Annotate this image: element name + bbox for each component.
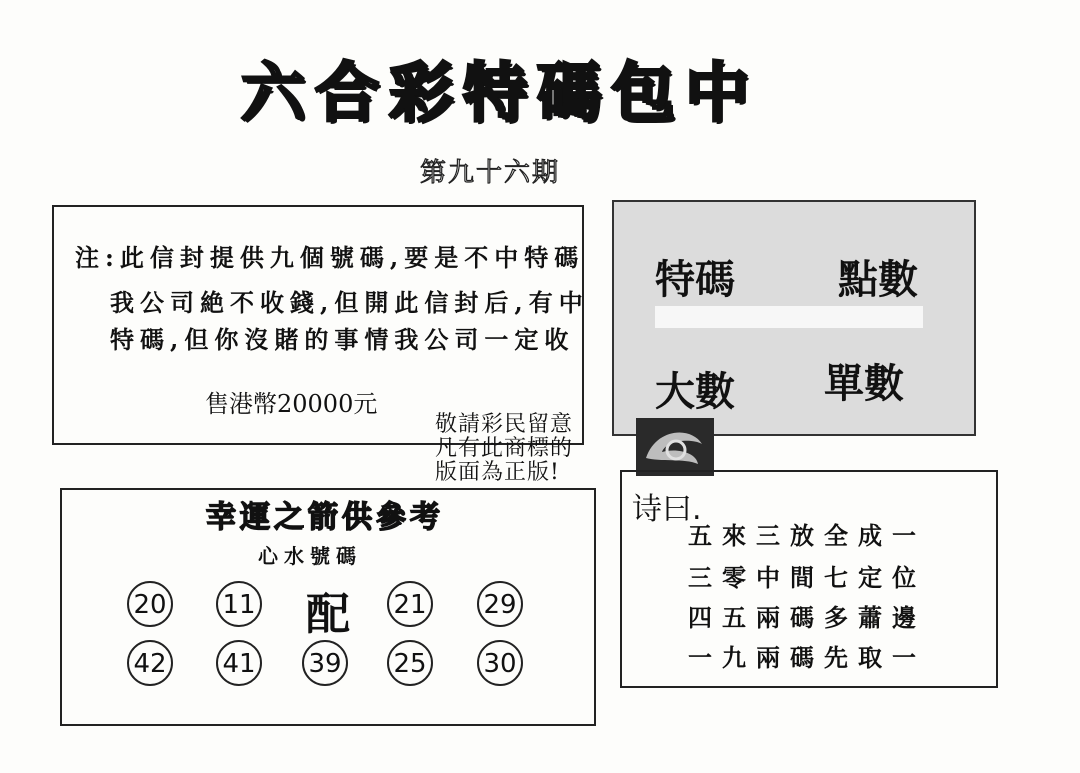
number-ball: 25 bbox=[387, 640, 433, 686]
attr-odd-number: 單數 bbox=[824, 361, 904, 407]
poem-line-4: 一九兩碼先取一 bbox=[688, 643, 926, 672]
caution-line-1: 敬請彩民留意 bbox=[435, 412, 574, 437]
notice-line-3: 特碼,但你沒賭的事情我公司一定收 bbox=[110, 325, 575, 354]
attribute-divider bbox=[655, 306, 923, 328]
poem-line-1: 五來三放全成一 bbox=[688, 521, 926, 550]
brand-logo-icon bbox=[636, 418, 714, 476]
number-ball: 29 bbox=[477, 581, 523, 627]
number-ball: 30 bbox=[477, 640, 523, 686]
poem-line-2: 三零中間七定位 bbox=[688, 563, 926, 592]
lucky-label: 心水號碼 bbox=[258, 544, 362, 568]
issue-number: 第九十六期 bbox=[419, 158, 560, 188]
lucky-title: 幸運之箭供參考 bbox=[206, 500, 444, 535]
attr-points: 點數 bbox=[838, 257, 918, 303]
main-title: 六合彩特碼包中 bbox=[241, 56, 759, 131]
caution-notice bbox=[435, 413, 573, 485]
poem-heading: 诗曰. bbox=[632, 492, 702, 527]
notice-line-2: 我公司絶不收錢,但開此信封后,有中 bbox=[110, 288, 589, 317]
number-ball: 20 bbox=[127, 581, 173, 627]
price-text: 售港幣20000元 bbox=[205, 390, 378, 418]
caution-line-3: 版面為正版! bbox=[435, 460, 560, 485]
poem-line-3: 四五兩碼多蕭邊 bbox=[688, 603, 926, 632]
attr-special-code: 特碼 bbox=[655, 257, 735, 303]
pair-marker: 配 bbox=[306, 589, 350, 640]
caution-line-2: 凡有此商標的 bbox=[435, 436, 574, 461]
attr-big-number: 大數 bbox=[655, 369, 735, 415]
number-ball: 42 bbox=[127, 640, 173, 686]
number-ball: 21 bbox=[387, 581, 433, 627]
number-ball: 41 bbox=[216, 640, 262, 686]
number-ball: 11 bbox=[216, 581, 262, 627]
number-ball: 39 bbox=[302, 640, 348, 686]
notice-line-1: 注:此信封提供九個號碼,要是不中特碼 bbox=[75, 243, 585, 272]
